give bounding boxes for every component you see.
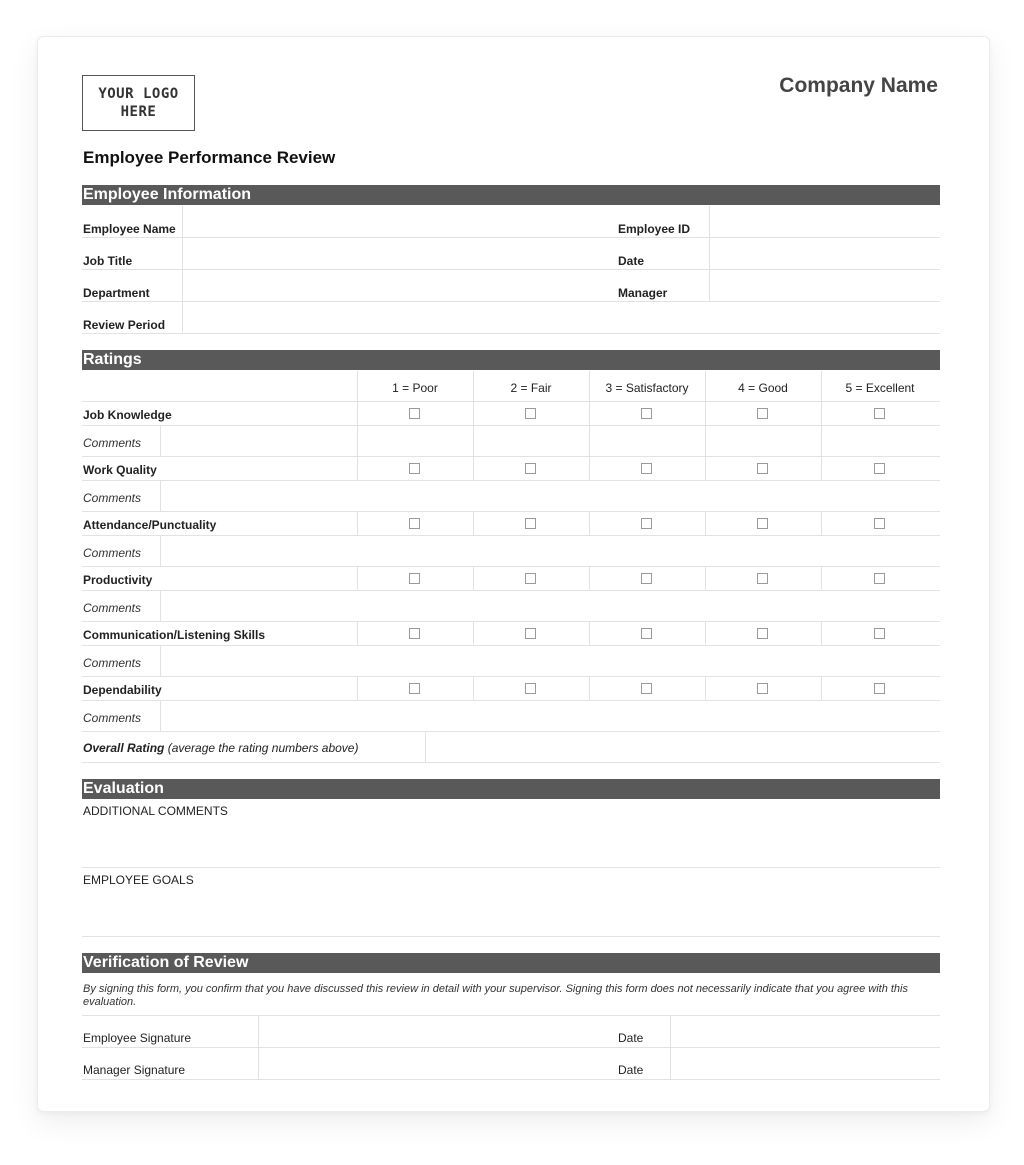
divider <box>82 590 940 591</box>
divider <box>357 371 358 456</box>
additional-comments-field[interactable] <box>82 820 940 866</box>
rating-category-dependability: Dependability <box>83 683 162 697</box>
employee-signature-label: Employee Signature <box>83 1031 192 1045</box>
comments-label: Comments <box>83 656 142 670</box>
department-field[interactable] <box>183 270 608 301</box>
divider <box>705 371 706 456</box>
employee-id-label: Employee ID <box>618 222 691 236</box>
overall-rating-label <box>83 741 358 755</box>
comments-field[interactable] <box>161 536 940 566</box>
divider <box>82 237 940 238</box>
divider <box>589 567 590 590</box>
checkbox-work-quality-2[interactable] <box>525 463 536 474</box>
section-header-ratings: Ratings <box>82 350 940 370</box>
checkbox-dependability-4[interactable] <box>757 683 768 694</box>
rating-category-work-quality: Work Quality <box>83 463 157 477</box>
checkbox-attendance-2[interactable] <box>525 518 536 529</box>
logo-text-line1: YOUR LOGO <box>98 86 179 102</box>
divider <box>473 567 474 590</box>
department-label: Department <box>83 286 150 300</box>
company-name: Company Name <box>779 74 938 97</box>
employee-name-field[interactable] <box>183 206 608 237</box>
checkbox-productivity-1[interactable] <box>409 573 420 584</box>
comments-label: Comments <box>83 601 142 615</box>
checkbox-communication-1[interactable] <box>409 628 420 639</box>
comments-field[interactable] <box>161 481 940 511</box>
date-field[interactable] <box>710 238 940 269</box>
divider <box>821 371 822 456</box>
divider <box>589 371 590 456</box>
employee-signature-date-label: Date <box>618 1031 644 1045</box>
section-header-employee-information: Employee Information <box>82 185 940 205</box>
checkbox-job-knowledge-2[interactable] <box>525 408 536 419</box>
divider <box>82 762 940 763</box>
divider <box>670 1016 671 1079</box>
rating-header-poor: 1 = Poor <box>392 381 438 395</box>
manager-field[interactable] <box>710 270 940 301</box>
divider <box>589 677 590 700</box>
divider <box>473 371 474 456</box>
divider <box>473 622 474 645</box>
rating-category-job-knowledge: Job Knowledge <box>83 408 172 422</box>
checkbox-attendance-4[interactable] <box>757 518 768 529</box>
checkbox-dependability-3[interactable] <box>641 683 652 694</box>
employee-name-label: Employee Name <box>83 222 176 236</box>
overall-rating-title: Overall Rating <box>83 741 165 755</box>
divider <box>82 511 940 512</box>
checkbox-dependability-5[interactable] <box>874 683 885 694</box>
manager-signature-field[interactable] <box>259 1048 608 1078</box>
overall-rating-hint: (average the rating numbers above) <box>167 741 359 755</box>
divider <box>589 457 590 480</box>
comments-field[interactable] <box>161 426 940 456</box>
employee-goals-field[interactable] <box>82 889 940 935</box>
divider <box>82 425 940 426</box>
checkbox-communication-2[interactable] <box>525 628 536 639</box>
rating-header-fair: 2 = Fair <box>510 381 552 395</box>
divider <box>473 677 474 700</box>
employee-id-field[interactable] <box>710 206 940 237</box>
checkbox-work-quality-1[interactable] <box>409 463 420 474</box>
divider <box>357 567 358 590</box>
divider <box>258 1016 259 1079</box>
divider <box>82 480 940 481</box>
checkbox-productivity-2[interactable] <box>525 573 536 584</box>
rating-header-good: 4 = Good <box>738 381 788 395</box>
verification-note: By signing this form, you confirm that you have discussed this review in detail with your supervisor. Signing this form does not necessarily indicate that you agree with this evaluation. <box>83 983 908 1008</box>
divider <box>160 426 161 456</box>
comments-label: Comments <box>83 436 142 450</box>
divider <box>473 512 474 535</box>
divider <box>357 457 358 480</box>
checkbox-dependability-2[interactable] <box>525 683 536 694</box>
divider <box>160 646 161 676</box>
document-title: Employee Performance Review <box>83 148 336 167</box>
divider <box>589 512 590 535</box>
divider <box>705 457 706 480</box>
checkbox-job-knowledge-1[interactable] <box>409 408 420 419</box>
divider <box>160 481 161 511</box>
divider <box>709 206 710 301</box>
checkbox-attendance-5[interactable] <box>874 518 885 529</box>
divider <box>705 567 706 590</box>
divider <box>82 645 940 646</box>
divider <box>82 456 940 457</box>
divider <box>821 622 822 645</box>
manager-signature-date-field[interactable] <box>671 1048 940 1078</box>
divider <box>357 677 358 700</box>
divider <box>821 512 822 535</box>
divider <box>357 512 358 535</box>
review-period-label: Review Period <box>83 318 166 332</box>
divider <box>160 591 161 621</box>
comments-label: Comments <box>83 546 142 560</box>
divider <box>82 867 940 868</box>
divider <box>589 622 590 645</box>
divider <box>82 676 940 677</box>
comments-field[interactable] <box>161 701 940 731</box>
employee-goals-label: EMPLOYEE GOALS <box>83 873 194 887</box>
checkbox-communication-3[interactable] <box>641 628 652 639</box>
manager-label: Manager <box>618 286 668 300</box>
divider <box>160 536 161 566</box>
comments-field[interactable] <box>161 646 940 676</box>
date-label: Date <box>618 254 645 268</box>
logo-text-line2: HERE <box>120 104 157 120</box>
rating-category-productivity: Productivity <box>83 573 153 587</box>
review-period-field[interactable] <box>183 302 940 333</box>
divider <box>705 677 706 700</box>
rating-header-excellent: 5 = Excellent <box>845 381 915 395</box>
divider <box>821 677 822 700</box>
checkbox-job-knowledge-4[interactable] <box>757 408 768 419</box>
additional-comments-label: ADDITIONAL COMMENTS <box>83 804 228 818</box>
checkbox-attendance-1[interactable] <box>409 518 420 529</box>
checkbox-dependability-1[interactable] <box>409 683 420 694</box>
checkbox-work-quality-5[interactable] <box>874 463 885 474</box>
divider <box>160 701 161 731</box>
divider <box>82 333 940 334</box>
divider <box>705 512 706 535</box>
divider <box>821 567 822 590</box>
comments-label: Comments <box>83 711 142 725</box>
employee-signature-field[interactable] <box>259 1016 608 1046</box>
comments-field[interactable] <box>161 591 940 621</box>
overall-rating-field[interactable] <box>426 732 940 762</box>
divider <box>82 700 940 701</box>
divider <box>82 535 940 536</box>
divider <box>82 269 940 270</box>
checkbox-job-knowledge-5[interactable] <box>874 408 885 419</box>
divider <box>473 457 474 480</box>
checkbox-communication-4[interactable] <box>757 628 768 639</box>
divider <box>357 622 358 645</box>
divider <box>82 936 940 937</box>
divider <box>705 622 706 645</box>
checkbox-attendance-3[interactable] <box>641 518 652 529</box>
employee-signature-date-field[interactable] <box>671 1016 940 1046</box>
section-header-verification: Verification of Review <box>82 953 940 973</box>
logo-placeholder <box>82 75 195 131</box>
divider <box>182 206 183 333</box>
section-header-evaluation: Evaluation <box>82 779 940 799</box>
checkbox-work-quality-3[interactable] <box>641 463 652 474</box>
divider <box>82 1079 940 1080</box>
checkbox-job-knowledge-3[interactable] <box>641 408 652 419</box>
checkbox-communication-5[interactable] <box>874 628 885 639</box>
checkbox-productivity-4[interactable] <box>757 573 768 584</box>
rating-category-communication: Communication/Listening Skills <box>83 628 266 642</box>
checkbox-productivity-3[interactable] <box>641 573 652 584</box>
job-title-label: Job Title <box>83 254 133 268</box>
job-title-field[interactable] <box>183 238 608 269</box>
comments-label: Comments <box>83 491 142 505</box>
checkbox-work-quality-4[interactable] <box>757 463 768 474</box>
divider <box>821 457 822 480</box>
rating-category-attendance: Attendance/Punctuality <box>83 518 217 532</box>
manager-signature-label: Manager Signature <box>83 1063 186 1077</box>
divider <box>82 621 940 622</box>
manager-signature-date-label: Date <box>618 1063 644 1077</box>
divider <box>82 401 940 402</box>
checkbox-productivity-5[interactable] <box>874 573 885 584</box>
divider <box>82 301 940 302</box>
rating-header-satisfactory: 3 = Satisfactory <box>605 381 689 395</box>
divider <box>82 566 940 567</box>
